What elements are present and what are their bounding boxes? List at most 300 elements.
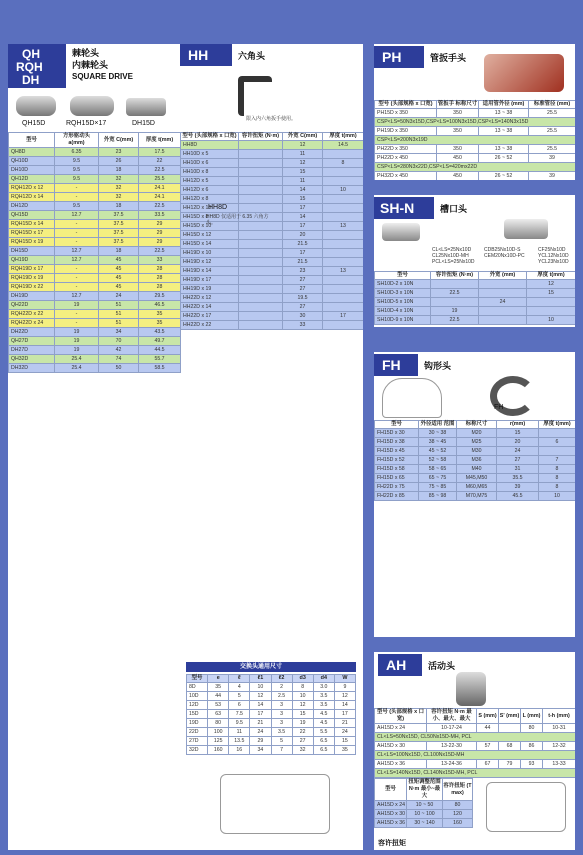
- table-cell: 21.5: [283, 258, 323, 267]
- table-row: [375, 724, 576, 733]
- table-cell: AH15D x 24: [375, 801, 407, 810]
- table-row: [375, 429, 576, 438]
- table-cell: 15: [527, 289, 576, 298]
- table-cell: QH8D: [9, 148, 55, 157]
- table-cell: 23: [283, 267, 323, 276]
- hh8d-note: HH8D 仅适用于 6.35 六角方头。: [206, 214, 269, 226]
- table-cell: 30 ~ 140: [407, 819, 443, 828]
- table-cell: 51: [99, 301, 139, 310]
- table-cell: 13-22-30: [427, 742, 477, 751]
- table-cell: 10-17-24: [427, 724, 477, 733]
- table-cell: 12D: [187, 701, 208, 710]
- table-cell: 39: [497, 483, 539, 492]
- adjustable-head-icon: [456, 672, 486, 706]
- table-cell: 17: [323, 312, 364, 321]
- table-cell: 45 ~ 52: [419, 447, 457, 456]
- table-cell: HH12D x 6: [181, 186, 239, 195]
- table-row: [375, 109, 576, 118]
- table-cell: HH12D x 8: [181, 195, 239, 204]
- table-cell: [431, 298, 479, 307]
- ah-th-s: S (mm): [477, 709, 499, 724]
- table-cell: [239, 276, 283, 285]
- table-cell: 53: [208, 701, 229, 710]
- table-cell: 12.7: [55, 211, 99, 220]
- table-cell: RQH12D x 14: [9, 193, 55, 202]
- ph-panel: [374, 44, 575, 180]
- table-row: [9, 364, 181, 373]
- table-cell: -: [55, 184, 99, 193]
- table-cell: 22: [139, 157, 181, 166]
- table-cell: [323, 231, 364, 240]
- table-cell: 17: [283, 204, 323, 213]
- table-cell: 43.5: [139, 328, 181, 337]
- shn-head-icon-2: [504, 219, 548, 239]
- table-cell: 38 ~ 45: [419, 438, 457, 447]
- table-row: [187, 710, 356, 719]
- table-cell: 10: [292, 692, 313, 701]
- table-cell: 450: [437, 154, 479, 163]
- table-cell: [239, 150, 283, 159]
- ah-sub-th-tmax: 容许扭矩 (T max): [443, 779, 473, 801]
- table-cell: 45.5: [497, 492, 539, 501]
- table-cell: 22.5: [431, 289, 479, 298]
- table-cell: 19: [55, 328, 99, 337]
- table-row: [9, 238, 181, 247]
- table-cell: 2: [271, 683, 292, 692]
- table-cell: DH22D: [9, 328, 55, 337]
- table-cell: HH12D x 10: [181, 204, 239, 213]
- table-row: [9, 184, 181, 193]
- table-row: [181, 276, 364, 285]
- fh-table: [374, 420, 575, 501]
- table-cell: -: [55, 310, 99, 319]
- table-cell: RQH22D x 24: [9, 319, 55, 328]
- shn-code: SH-N: [380, 200, 415, 216]
- table-cell: 26 ~ 52: [479, 172, 529, 181]
- table-cell: [323, 150, 364, 159]
- table-cell: 35: [139, 319, 181, 328]
- table-cell: 86: [521, 742, 543, 751]
- table-row: [187, 737, 356, 746]
- table-cell: 32: [99, 175, 139, 184]
- table-cell: 58 ~ 65: [419, 465, 457, 474]
- table-cell: 7: [539, 456, 576, 465]
- table-cell: 52 ~ 58: [419, 456, 457, 465]
- table-cell: AH15D x 36: [375, 819, 407, 828]
- table-cell: HH10D x 8: [181, 168, 239, 177]
- table-cell: DH10D: [9, 166, 55, 175]
- qh15d-icon: [16, 96, 56, 116]
- table-row: [181, 159, 364, 168]
- table-cell: 37.5: [99, 220, 139, 229]
- table-cell: 12: [250, 692, 271, 701]
- table-row: [9, 220, 181, 229]
- table-cell: 27D: [187, 737, 208, 746]
- table-cell: -: [55, 274, 99, 283]
- table-cell: 15: [497, 429, 539, 438]
- table-row: [375, 492, 576, 501]
- table-cell: M40: [457, 465, 497, 474]
- table-row: [181, 258, 364, 267]
- table-row: [9, 166, 181, 175]
- table-cell: [239, 231, 283, 240]
- ah-sub-th-model: 型号: [375, 779, 407, 801]
- table-cell: 11: [283, 150, 323, 159]
- table-cell: 44: [477, 724, 499, 733]
- table-row: [9, 193, 181, 202]
- table-cell: SH10D-5 x 10N: [375, 298, 431, 307]
- table-cell: 22.5: [139, 166, 181, 175]
- table-cell: 4.5: [313, 710, 334, 719]
- qh-table: [8, 132, 181, 373]
- table-cell: [239, 303, 283, 312]
- table-cell: 27: [283, 303, 323, 312]
- table-row: [375, 438, 576, 447]
- ah-th-th: t-h (mm): [543, 709, 576, 724]
- rqh15d-icon: [70, 96, 114, 116]
- table-cell: 26: [99, 157, 139, 166]
- size-th: d3: [292, 675, 313, 683]
- table-cell: FH15D x 45: [375, 447, 419, 456]
- table-row: [9, 175, 181, 184]
- table-cell: 3.5: [313, 692, 334, 701]
- table-cell: 19.5: [283, 294, 323, 303]
- size-th: d4: [313, 675, 334, 683]
- ah-th-torque: 容许扭矩 N·m 最小、最大、最大: [427, 709, 477, 724]
- ph-th-od: 适用管外径 (mm): [479, 101, 529, 109]
- table-cell: 45: [99, 256, 139, 265]
- table-cell: M25: [457, 438, 497, 447]
- table-cell: 85 ~ 98: [419, 492, 457, 501]
- table-cell: 32D: [187, 746, 208, 755]
- table-cell: 125: [208, 737, 229, 746]
- table-cell: 93: [521, 760, 543, 769]
- table-cell: 20: [497, 438, 539, 447]
- table-row: [9, 283, 181, 292]
- table-cell: [239, 267, 283, 276]
- ah-sub-table: [374, 778, 473, 828]
- table-cell: 29: [139, 220, 181, 229]
- table-cell: 100: [208, 728, 229, 737]
- table-row: [187, 728, 356, 737]
- table-row: [375, 819, 473, 828]
- table-cell: 29: [139, 238, 181, 247]
- table-cell: 27: [497, 456, 539, 465]
- table-row: [375, 289, 576, 298]
- table-row: [375, 769, 576, 778]
- table-row: [9, 229, 181, 238]
- table-cell: 6: [229, 701, 250, 710]
- table-cell: 7.5: [229, 710, 250, 719]
- table-cell: 19: [55, 346, 99, 355]
- table-cell: 80: [443, 801, 473, 810]
- shn-model-6: CF25Nx10D: [538, 247, 566, 253]
- table-cell: [323, 177, 364, 186]
- table-row: [375, 751, 576, 760]
- table-row: [375, 307, 576, 316]
- table-cell: 16: [229, 746, 250, 755]
- table-row: [9, 328, 181, 337]
- table-cell: 32: [99, 184, 139, 193]
- fh-cn: 钩形头: [424, 361, 452, 371]
- table-row: [375, 154, 576, 163]
- table-cell: 25.5: [529, 109, 576, 118]
- table-cell: [239, 294, 283, 303]
- table-cell: [323, 204, 364, 213]
- table-cell: 9.5: [229, 719, 250, 728]
- table-row: [9, 337, 181, 346]
- table-cell: 17: [283, 222, 323, 231]
- table-cell: RQH12D x 12: [9, 184, 55, 193]
- size-drawing-icon: [220, 774, 330, 834]
- qh-cn-1: 棘轮头: [72, 48, 100, 58]
- pipe-wrench-icon: [484, 54, 564, 92]
- table-cell: 19: [431, 307, 479, 316]
- table-cell: 44: [208, 692, 229, 701]
- table-row: [181, 177, 364, 186]
- shn-model-4: CDB25Nx10D-S: [484, 247, 521, 253]
- table-cell: [499, 724, 521, 733]
- table-row: [187, 719, 356, 728]
- table-cell: 10 ~ 50: [407, 801, 443, 810]
- table-cell: RQH19D x 17: [9, 265, 55, 274]
- table-cell: 22.5: [139, 247, 181, 256]
- table-cell: 51: [99, 319, 139, 328]
- table-row: [375, 456, 576, 465]
- ph-code: PH: [382, 49, 402, 65]
- shn-panel: [374, 195, 575, 327]
- table-cell: 10: [539, 492, 576, 501]
- table-row: [9, 157, 181, 166]
- hex-key-icon: [238, 76, 272, 116]
- size-th: e: [208, 675, 229, 683]
- table-cell: 14: [283, 186, 323, 195]
- table-cell: 4.5: [313, 719, 334, 728]
- hh-th-t: 厚度 t(mm): [323, 133, 364, 141]
- table-cell: DH27D: [9, 346, 55, 355]
- shn-head-icon: [382, 223, 420, 241]
- table-cell: RQH15D x 17: [9, 229, 55, 238]
- table-cell: PH22D x 350: [375, 145, 437, 154]
- table-cell: 45: [99, 274, 139, 283]
- table-cell: 18: [99, 202, 139, 211]
- table-cell: 10: [323, 186, 364, 195]
- table-cell: 63: [208, 710, 229, 719]
- table-cell: 33: [283, 321, 323, 330]
- table-cell: HH22D x 22: [181, 321, 239, 330]
- table-cell: [239, 258, 283, 267]
- table-cell: 11: [229, 728, 250, 737]
- table-cell: 12-32: [543, 742, 576, 751]
- table-cell: 17: [250, 710, 271, 719]
- table-cell: 12.7: [55, 256, 99, 265]
- table-row: [9, 301, 181, 310]
- table-cell: [323, 321, 364, 330]
- table-cell: 12: [334, 692, 355, 701]
- table-row: [9, 274, 181, 283]
- table-cell: 10D: [187, 692, 208, 701]
- pic-label-rqh15d: RQH15D×17: [66, 120, 107, 127]
- table-cell: 19: [55, 337, 99, 346]
- ah-table: [374, 708, 575, 778]
- table-cell: 13 ~ 38: [479, 127, 529, 136]
- table-cell: SH10D-9 x 10N: [375, 316, 431, 325]
- ah-footer: 容许扭矩: [378, 840, 406, 847]
- table-cell: 24: [334, 728, 355, 737]
- table-row: [9, 355, 181, 364]
- table-cell: [323, 195, 364, 204]
- table-row: [181, 168, 364, 177]
- table-cell: 9.5: [55, 166, 99, 175]
- qh-code-1: QH: [22, 47, 40, 61]
- table-cell: PH19D x 350: [375, 127, 437, 136]
- fh-th-r: r(mm): [497, 421, 539, 429]
- table-cell: CSP<LS=200N3x19D: [375, 136, 576, 145]
- table-cell: 8D: [187, 683, 208, 692]
- table-cell: 24: [497, 447, 539, 456]
- table-cell: 350: [437, 127, 479, 136]
- table-cell: HH22D x 12: [181, 294, 239, 303]
- table-cell: HH22D x 14: [181, 303, 239, 312]
- pic-label-qh15d: QH15D: [22, 120, 46, 127]
- shn-model-2: CL25Nx10D-MH: [432, 253, 469, 259]
- table-cell: HH19D x 19: [181, 285, 239, 294]
- table-cell: 33: [139, 256, 181, 265]
- table-cell: 2.5: [271, 692, 292, 701]
- table-cell: FH15D x 38: [375, 438, 419, 447]
- table-cell: 14: [334, 701, 355, 710]
- table-cell: 34: [250, 746, 271, 755]
- table-cell: FH15D x 58: [375, 465, 419, 474]
- table-cell: FH22D x 75: [375, 483, 419, 492]
- ph-cn: 管扳手头: [430, 53, 467, 63]
- table-cell: 51: [99, 310, 139, 319]
- table-cell: 80: [521, 724, 543, 733]
- table-cell: HH19D x 12: [181, 258, 239, 267]
- table-row: [181, 321, 364, 330]
- table-cell: 6.5: [313, 746, 334, 755]
- table-row: [181, 312, 364, 321]
- table-cell: 21: [334, 719, 355, 728]
- table-cell: 13 ~ 38: [479, 109, 529, 118]
- table-cell: 79: [499, 760, 521, 769]
- qh-th-a: 方形驱动头 a(mm): [55, 133, 99, 148]
- table-cell: SH10D-4 x 10N: [375, 307, 431, 316]
- table-cell: 15: [283, 195, 323, 204]
- table-cell: [239, 177, 283, 186]
- table-cell: PH22D x 450: [375, 154, 437, 163]
- table-cell: DH12D: [9, 202, 55, 211]
- table-cell: 24.1: [139, 184, 181, 193]
- table-cell: 12: [283, 141, 323, 150]
- table-cell: 25.5: [529, 145, 576, 154]
- table-cell: [239, 240, 283, 249]
- table-cell: 7: [271, 746, 292, 755]
- table-cell: 28: [139, 265, 181, 274]
- hh-th-c: 外宽 C(mm): [283, 133, 323, 141]
- table-cell: 15D: [187, 710, 208, 719]
- shn-th-model: 型号: [375, 272, 431, 280]
- size-panel: [180, 656, 363, 850]
- table-cell: 19: [292, 719, 313, 728]
- table-row: [187, 701, 356, 710]
- table-row: [187, 683, 356, 692]
- table-cell: 8: [539, 474, 576, 483]
- table-cell: 12.7: [55, 247, 99, 256]
- table-cell: HH22D x 17: [181, 312, 239, 321]
- table-cell: 5: [229, 692, 250, 701]
- table-cell: 3: [271, 719, 292, 728]
- table-cell: [479, 280, 527, 289]
- ah-th-s2: S' (mm): [499, 709, 521, 724]
- table-cell: CL<LS=100Nx15D, CL100Nx15D-MH: [375, 751, 576, 760]
- table-cell: 58.5: [139, 364, 181, 373]
- table-row: [181, 141, 364, 150]
- table-cell: 14: [250, 701, 271, 710]
- table-cell: 24: [479, 298, 527, 307]
- qh-th-c: 外宽 C(mm): [99, 133, 139, 148]
- table-row: [9, 247, 181, 256]
- table-cell: -: [55, 229, 99, 238]
- ph-th-model: 型号 (头部规格 x 口宽): [375, 101, 437, 109]
- table-cell: 6.5: [313, 737, 334, 746]
- table-cell: -: [55, 193, 99, 202]
- table-cell: QH32D: [9, 355, 55, 364]
- table-cell: HH10D x 6: [181, 159, 239, 168]
- table-row: [375, 447, 576, 456]
- table-cell: 19: [55, 301, 99, 310]
- shn-th-c: 外宽 (mm): [479, 272, 527, 280]
- table-cell: 24: [99, 292, 139, 301]
- table-cell: AH15D x 24: [375, 724, 427, 733]
- hh-code: HH: [188, 47, 209, 63]
- table-cell: 31: [497, 465, 539, 474]
- table-cell: [479, 316, 527, 325]
- table-cell: 10: [250, 683, 271, 692]
- table-row: [9, 202, 181, 211]
- table-row: [181, 231, 364, 240]
- table-cell: 67: [477, 760, 499, 769]
- size-th: 型号: [187, 675, 208, 683]
- table-cell: HH15D x 10: [181, 222, 239, 231]
- table-row: [9, 310, 181, 319]
- table-cell: HH15D x 8: [181, 213, 239, 222]
- table-cell: 35.5: [497, 474, 539, 483]
- table-cell: 26 ~ 52: [479, 154, 529, 163]
- table-row: [9, 319, 181, 328]
- ah-th-model: 型号 (头部规格 x 口宽): [375, 709, 427, 724]
- table-cell: SH10D-2 x 10N: [375, 280, 431, 289]
- qh-code-3: DH: [22, 73, 40, 87]
- table-cell: 13 ~ 38: [479, 145, 529, 154]
- size-th: ℓ: [229, 675, 250, 683]
- table-cell: M60,M65: [457, 483, 497, 492]
- table-row: [181, 150, 364, 159]
- table-cell: 8: [323, 159, 364, 168]
- table-cell: [239, 321, 283, 330]
- table-cell: QH22D: [9, 301, 55, 310]
- table-cell: 74: [99, 355, 139, 364]
- table-cell: 32: [99, 193, 139, 202]
- table-cell: 27: [283, 285, 323, 294]
- table-cell: RQH15D x 14: [9, 220, 55, 229]
- table-row: [375, 742, 576, 751]
- hh-th-model: 型号 (头部规格 x 口宽): [182, 133, 237, 139]
- table-cell: 32: [292, 746, 313, 755]
- table-cell: 21: [250, 719, 271, 728]
- ph-table: [374, 100, 575, 180]
- table-cell: 29.5: [139, 292, 181, 301]
